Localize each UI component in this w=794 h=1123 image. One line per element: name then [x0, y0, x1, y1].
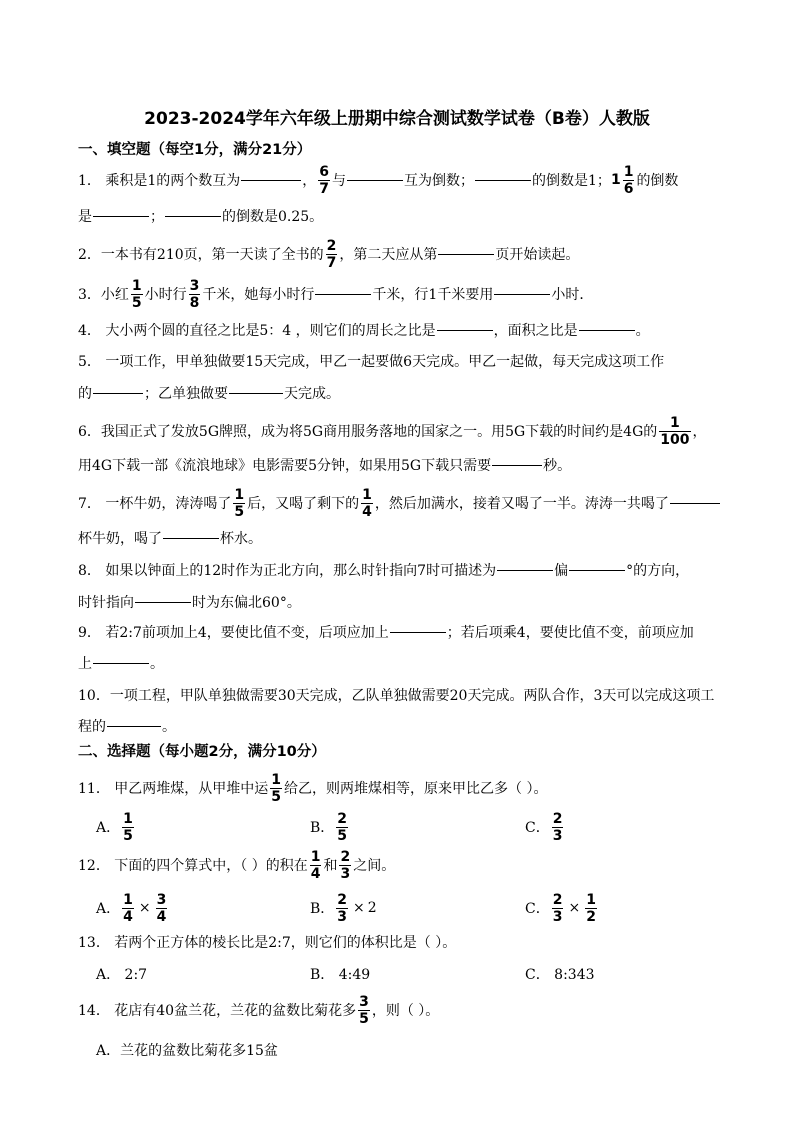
answer-blank[interactable]: [497, 569, 553, 571]
section-multiple-choice: 二、选择题（每小题2分，满分10分）: [78, 744, 326, 760]
fraction: 1 4: [123, 891, 133, 925]
answer-blank[interactable]: [390, 631, 446, 633]
question-7-line-2: 杯牛奶，喝了 杯水。: [78, 531, 262, 547]
answer-blank[interactable]: [163, 537, 219, 539]
fraction: 1 6: [623, 163, 634, 197]
answer-blank[interactable]: [93, 392, 143, 394]
fraction: 2 3: [340, 848, 351, 882]
answer-blank[interactable]: [93, 662, 149, 664]
question-14: 14． 花店有40盆兰花，兰花的盆数比菊花多 3 5 ，则（ ）。: [78, 993, 440, 1027]
fraction: 2 3: [552, 891, 563, 925]
question-8-line-2: 时针指向 时为东偏北60°。: [78, 595, 301, 611]
answer-blank[interactable]: [229, 392, 283, 394]
option-a[interactable]: A． 1 5: [96, 810, 133, 844]
option-a[interactable]: A． 1 4 × 3 4: [96, 891, 167, 925]
option-b[interactable]: B． 4:49: [310, 967, 371, 983]
fraction: 3 8: [189, 277, 200, 311]
answer-blank[interactable]: [241, 179, 301, 181]
answer-blank[interactable]: [347, 179, 403, 181]
answer-blank[interactable]: [569, 569, 625, 571]
fraction: 2 7: [326, 237, 337, 271]
answer-blank[interactable]: [93, 215, 149, 217]
fraction: 1 5: [271, 771, 282, 805]
answer-blank[interactable]: [165, 215, 221, 217]
question-7: 7． 一杯牛奶，涛涛喝了 1 5 后，又喝了剩下的 1 4 ，然后加满水，接着又喝了一半。涛涛一共喝了: [78, 483, 750, 523]
fraction: 6 7: [319, 163, 330, 197]
page-title: 2023-2024学年六年级上册期中综合测试数学试卷（B卷）人教版: [144, 109, 650, 129]
fraction: 2 3: [552, 810, 563, 844]
fraction: 3 5: [359, 993, 369, 1027]
answer-blank[interactable]: [107, 725, 161, 727]
question-6-line-2: 用4G下载一部《流浪地球》电影需要5分钟，如果用5G下载只需要 秒。: [78, 458, 572, 474]
option-b[interactable]: B． 2 5: [310, 810, 348, 844]
fraction: 3 4: [156, 891, 167, 925]
question-10-line-2: 程的 。: [78, 719, 176, 735]
question-8: 8． 如果以钟面上的12时作为正北方向，那么时针指向7时可描述为 偏 °的方向，: [78, 563, 690, 579]
answer-blank[interactable]: [494, 293, 550, 295]
answer-blank[interactable]: [135, 601, 191, 603]
fraction: 1 4: [310, 848, 321, 882]
option-a[interactable]: A．兰花的盆数比菊花多15盆: [96, 1043, 278, 1059]
question-5-line-2: 的 ；乙单独做要 天完成。: [78, 386, 340, 402]
question-11: 11． 甲乙两堆煤，从甲堆中运 1 5 给乙，则两堆煤相等，原来甲比乙多（ ）。: [78, 771, 548, 805]
fraction: 1 2: [586, 891, 596, 925]
question-9: 9． 若2:7前项加上4，要使比值不变，后项应加上 ；若后项乘4，要使比值不变，前项应加: [78, 625, 694, 641]
option-c[interactable]: C． 8:343: [525, 967, 595, 983]
answer-blank[interactable]: [475, 179, 531, 181]
fraction: 1 5: [234, 486, 245, 520]
fraction: 1 100: [660, 414, 690, 448]
option-b[interactable]: B． 2 3 × 2: [310, 891, 377, 925]
question-1-line-2: 是 ； 的倒数是0.25。: [78, 209, 324, 225]
question-1: 1． 乘积是1的两个数互为 ， 6 7 与 互为倒数； 的倒数是1； 1 1 6 的倒数: [78, 163, 679, 197]
fraction: 1 4: [362, 486, 372, 520]
answer-blank[interactable]: [315, 293, 371, 295]
fraction: 2 3: [337, 891, 348, 925]
question-12: 12． 下面的四个算式中，（ ）的积在 1 4 和 2 3 之间。: [78, 848, 396, 882]
question-4: 4． 大小两个圆的直径之比是5：4 ，则它们的周长之比是 ，面积之比是 。: [78, 323, 650, 339]
answer-blank[interactable]: [492, 464, 542, 466]
fraction: 1 5: [131, 277, 142, 311]
answer-blank[interactable]: [438, 253, 494, 255]
fraction: 2 5: [337, 810, 348, 844]
question-13: 13． 若两个正方体的棱长比是2:7，则它们的体积比是（ ）。: [78, 935, 457, 951]
option-a[interactable]: A． 2:7: [96, 967, 148, 983]
option-c[interactable]: C． 2 3: [525, 810, 563, 844]
question-5: 5． 一项工作，甲单独做要15天完成，甲乙一起要做6天完成。甲乙一起做，每天完成这项工作: [78, 354, 665, 370]
question-3: 3．小红 1 5 小时行 3 8 千米，她每小时行 千米，行1千米要用 小时．: [78, 277, 594, 311]
answer-blank[interactable]: [670, 502, 720, 504]
answer-blank[interactable]: [579, 329, 635, 331]
fraction: 1 5: [123, 810, 133, 844]
question-2: 2．一本书有210页，第一天读了全书的 2 7 ，第二天应从第 页开始读起。: [78, 237, 580, 271]
option-c[interactable]: C． 2 3 × 1 2: [525, 891, 596, 925]
answer-blank[interactable]: [437, 329, 493, 331]
question-9-line-2: 上 。: [78, 656, 164, 672]
section-fill-in: 一、填空题（每空1分，满分21分）: [78, 142, 312, 158]
question-10: 10．一项工程，甲队单独做需要30天完成，乙队单独做需要20天完成。两队合作，3天可以完成这项工: [78, 688, 715, 704]
question-6: 6．我国正式了发放5G牌照，成为将5G商用服务落地的国家之一。用5G下载的时间约是4G的 1 100 ，: [78, 414, 707, 448]
